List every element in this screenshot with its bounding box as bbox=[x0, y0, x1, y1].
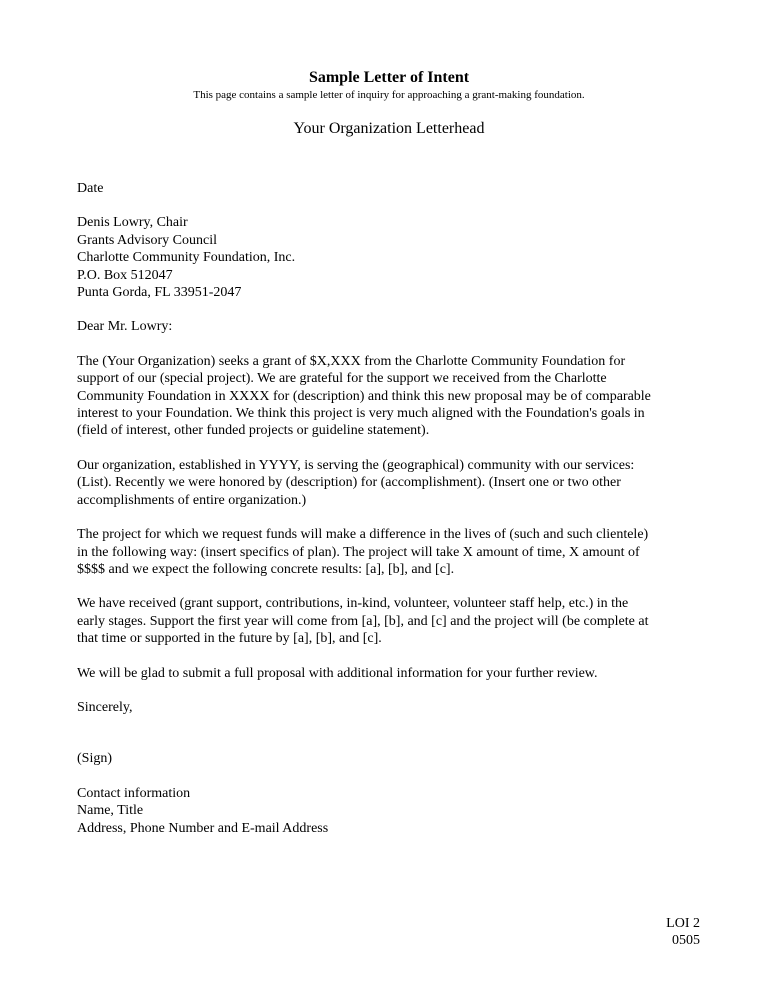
letter-date: Date bbox=[77, 181, 104, 196]
letter-body bbox=[77, 180, 717, 837]
salutation: Dear Mr. Lowry: bbox=[77, 319, 173, 335]
document-code: LOI 2 bbox=[666, 916, 700, 931]
paragraph-proposal-offer: We will be glad to submit a full proposal with additional information for your further review. bbox=[77, 665, 598, 681]
recipient-address bbox=[77, 214, 717, 301]
recipient-line: Grants Advisory Council bbox=[77, 232, 217, 248]
paragraph-request: The (Your Organization) seeks a grant of $X,XXX from the Charlotte Community Foundation for support of our (special project). We are grateful for the support we received from the Charlotte Community Foundation in XXXX for (description) and think this new proposal may be of comparable interest to your Foundation. We think this project is very much aligned with the Foundation's goals in (field of interest, other funded projects or guideline statement). bbox=[77, 353, 651, 439]
contact-line: Address, Phone Number and E-mail Address bbox=[77, 820, 329, 836]
signature-placeholder: (Sign) bbox=[77, 751, 112, 767]
letterhead-placeholder: Your Organization Letterhead bbox=[293, 120, 485, 137]
recipient-line: Denis Lowry, Chair bbox=[77, 215, 188, 231]
page-footer bbox=[666, 915, 700, 949]
contact-line: Contact information bbox=[77, 785, 191, 801]
recipient-line: Punta Gorda, FL 33951-2047 bbox=[77, 285, 242, 301]
paragraph-project: The project for which we request funds will make a difference in the lives of (such and such clientele) in the following way: (insert specifics of plan). The project will take X amount of time, X amount of $$$$ and we expect the following concrete results: [a], [b], and [c]. bbox=[77, 527, 649, 577]
closing: Sincerely, bbox=[77, 699, 133, 715]
contact-block bbox=[77, 785, 717, 837]
paragraph-organization: Our organization, established in YYYY, is serving the (geographical) community with our services: (List). Recently we were honored by (description) for (accomplishment). (Insert one or two other accomplishments of entire organization.) bbox=[77, 457, 635, 508]
document-title: Sample Letter of Intent bbox=[308, 69, 470, 86]
recipient-line: P.O. Box 512047 bbox=[77, 267, 173, 283]
document-subtitle: This page contains a sample letter of inquiry for approaching a grant-making foundation. bbox=[193, 89, 585, 101]
contact-line: Name, Title bbox=[77, 803, 144, 819]
recipient-line: Charlotte Community Foundation, Inc. bbox=[77, 250, 296, 266]
document-number: 0505 bbox=[672, 933, 700, 948]
paragraph-support: We have received (grant support, contributions, in-kind, volunteer, volunteer staff help, etc.) in the early stages. Support the first year will come from [a], [b], and [c] and the project will (be complete at that time or supported in the future by [a], [b], and [c]. bbox=[77, 596, 649, 647]
